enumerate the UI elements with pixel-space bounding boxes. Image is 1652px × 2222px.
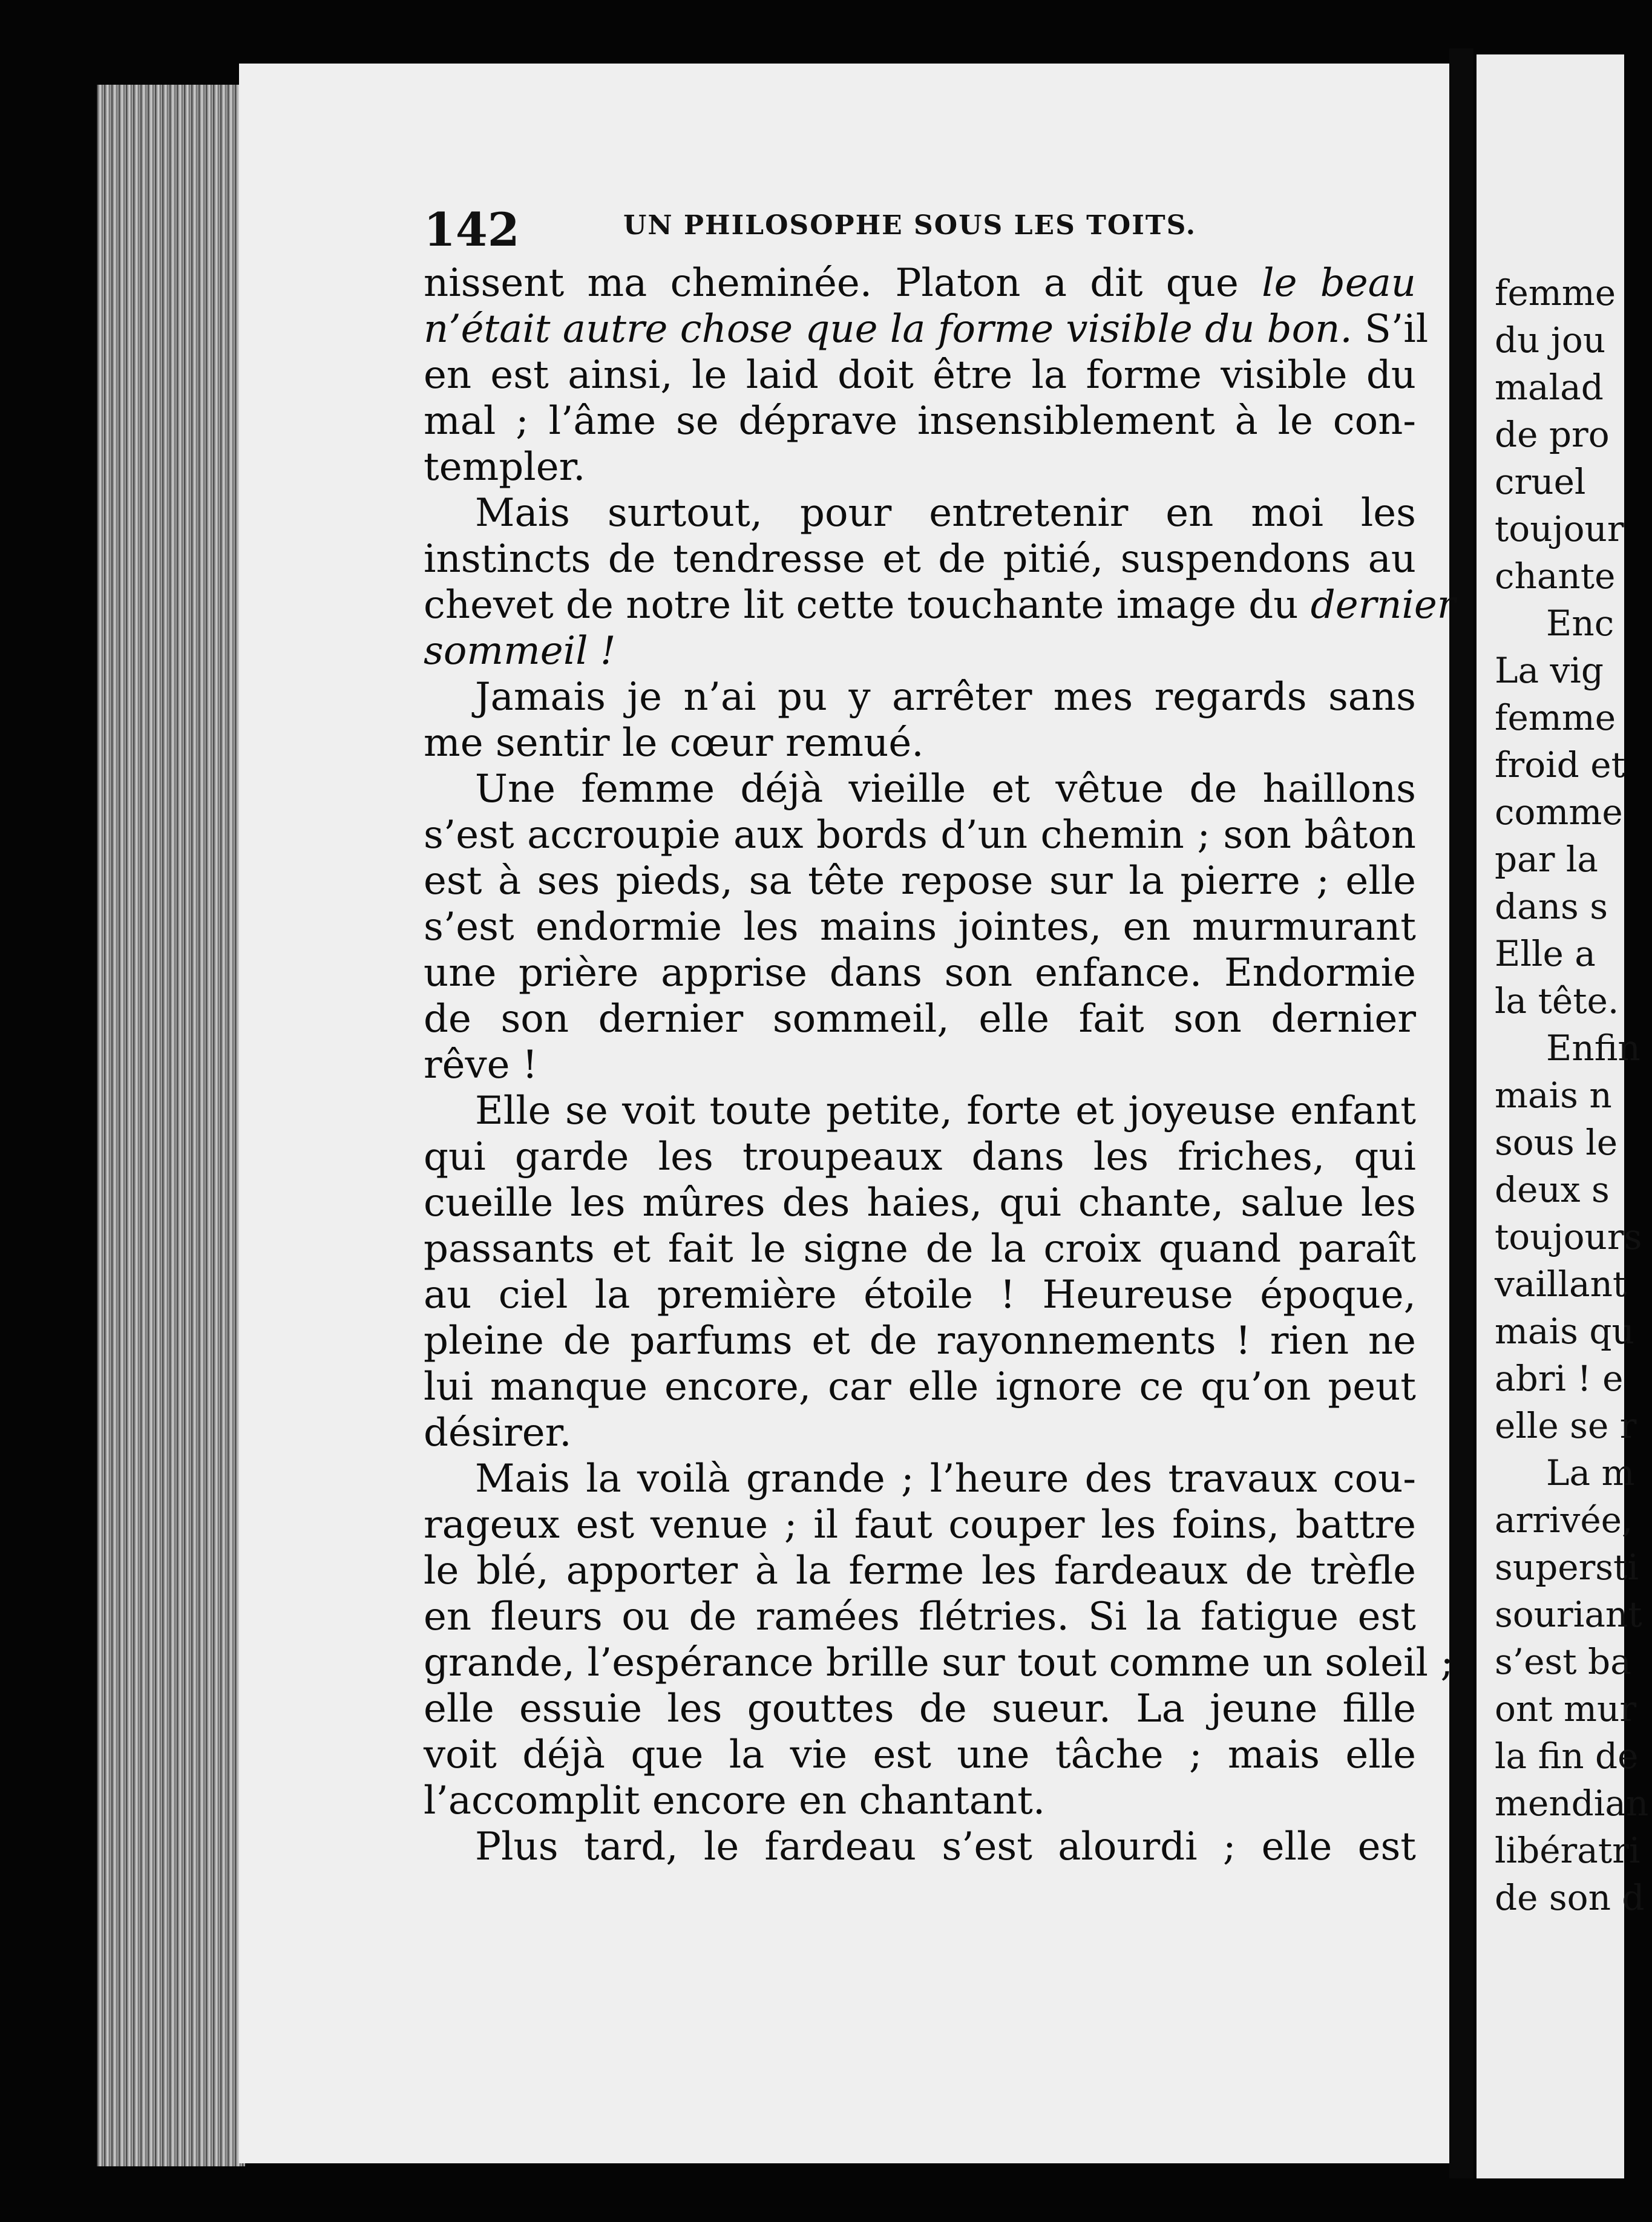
fragment-line: femme [1495, 272, 1616, 313]
left-page-text [424, 260, 1456, 1870]
text-line [424, 904, 1416, 950]
line-text: grande, l’espérance brille sur tout comme un soleil ; [424, 1640, 1454, 1685]
line-text: cueille les mûres des haies, qui chante, salue les [424, 1181, 1416, 1225]
fragment-line: La m [1546, 1452, 1635, 1493]
text-line [424, 1226, 1416, 1272]
line-text: de son dernier sommeil, elle fait son dernier [424, 997, 1416, 1041]
line-text: lui manque encore, car elle ignore ce qu’on peut [424, 1365, 1416, 1409]
fragment-line: froid et [1495, 744, 1625, 785]
fragment-line: Enfin [1546, 1027, 1641, 1069]
text-line [424, 1272, 1416, 1318]
fragment-line: de son d [1495, 1877, 1645, 1918]
line-text: est à ses pieds, sa tête repose sur la pierre ; elle [424, 859, 1416, 903]
text-line [424, 1594, 1416, 1640]
line-text: une prière apprise dans son enfance. Endormie [424, 951, 1416, 995]
line-text: pleine de parfums et de rayonnements ! rien ne [424, 1319, 1416, 1363]
text-line [424, 444, 1416, 490]
fragment-line: du jou [1495, 320, 1606, 361]
line-text: nissent ma cheminée. Platon a dit que [424, 261, 1262, 306]
line-text: chevet de notre lit cette touchante image du [424, 583, 1311, 628]
text-line [424, 260, 1416, 306]
line-text: s’est accroupie aux bords d’un chemin ; son bâton [424, 813, 1416, 857]
fragment-line: malad [1495, 367, 1604, 408]
text-line [424, 1088, 1416, 1134]
text-line [424, 306, 1429, 352]
running-title: UN PHILOSOPHE SOUS LES TOITS. [623, 210, 1197, 241]
line-text: Une femme déjà vieille et vêtue de haillons [475, 767, 1416, 811]
fragment-line: dans s [1495, 886, 1608, 927]
page-number: 142 [424, 203, 520, 257]
text-line [424, 1364, 1416, 1410]
line-text: instincts de tendresse et de pitié, suspendons au [424, 537, 1416, 582]
page-header [424, 203, 1222, 257]
text-line [424, 1778, 1416, 1824]
line-text: le blé, apporter à la ferme les fardeaux de trèfle [424, 1549, 1416, 1593]
text-line [424, 1042, 1416, 1088]
line-text: rêve ! [424, 1043, 538, 1087]
fragment-line: arrivée, [1495, 1499, 1633, 1541]
line-text: mal ; l’âme se déprave insensiblement à le con- [424, 399, 1416, 444]
fragment-line: mais qu [1495, 1311, 1634, 1352]
fragment-line: toujours [1495, 1216, 1642, 1257]
line-text: voit déjà que la vie est une tâche ; mais elle [424, 1732, 1416, 1777]
fragment-line: femme [1495, 697, 1616, 738]
fragment-line: toujour [1495, 508, 1624, 549]
fragment-line: cruel [1495, 461, 1586, 502]
text-line [424, 490, 1416, 536]
text-line [424, 1134, 1416, 1180]
fragment-line: la tête. [1495, 980, 1619, 1021]
fragment-line: la fin de [1495, 1735, 1639, 1777]
text-line [424, 628, 1416, 674]
line-text: Elle se voit toute petite, forte et joyeuse enfant [475, 1089, 1416, 1133]
text-line [424, 950, 1416, 996]
text-line [424, 1824, 1416, 1870]
text-line [424, 766, 1416, 812]
text-line [424, 398, 1416, 444]
italic-phrase: dernier [1310, 583, 1456, 628]
text-line [424, 812, 1416, 858]
line-text: passants et fait le signe de la croix quand paraît [424, 1227, 1416, 1271]
text-line [424, 1410, 1416, 1456]
fragment-line: ont mur [1495, 1688, 1637, 1729]
line-text: qui garde les troupeaux dans les friches, qui [424, 1135, 1416, 1179]
page-stack-edge [97, 85, 245, 2166]
fragment-line: Elle a [1495, 933, 1596, 974]
fragment-line: abri ! e [1495, 1358, 1624, 1399]
text-line [424, 1456, 1416, 1502]
italic-phrase: le beau [1262, 261, 1417, 306]
line-text: me sentir le cœur remué. [424, 721, 924, 765]
fragment-line: supersti [1495, 1547, 1639, 1588]
text-line [424, 1732, 1416, 1778]
line-text: en fleurs ou de ramées flétries. Si la fatigue est [424, 1594, 1416, 1639]
fragment-line: par la [1495, 839, 1598, 880]
line-text: s’est endormie les mains jointes, en murmurant [424, 905, 1416, 949]
line-text: Plus tard, le fardeau s’est alourdi ; elle est [475, 1824, 1416, 1869]
text-line [424, 674, 1416, 720]
fragment-line: mendian [1495, 1783, 1649, 1824]
text-line [424, 858, 1416, 904]
line-text: désirer. [424, 1411, 572, 1455]
italic-phrase: n’était autre chose que la forme visible du bon. [424, 307, 1352, 352]
line-text: templer. [424, 445, 586, 490]
text-line [424, 1640, 1454, 1686]
italic-phrase: sommeil ! [424, 629, 616, 673]
line-text: Mais surtout, pour entretenir en moi les [475, 491, 1416, 536]
right-page-text [1495, 269, 1652, 1921]
line-text: elle essuie les gouttes de sueur. La jeune fille [424, 1686, 1416, 1731]
fragment-line: vaillant [1495, 1263, 1627, 1305]
fragment-line: elle se r [1495, 1405, 1637, 1446]
fragment-line: de pro [1495, 414, 1610, 455]
text-line [424, 536, 1416, 582]
line-text: S’il [1352, 307, 1429, 352]
fragment-line: Enc [1546, 603, 1614, 644]
fragment-line: deux s [1495, 1169, 1610, 1210]
text-line [424, 1318, 1416, 1364]
text-line [424, 352, 1416, 398]
line-text: Mais la voilà grande ; l’heure des travaux cou- [475, 1457, 1416, 1501]
fragment-line: La vig [1495, 650, 1604, 691]
text-line [424, 1548, 1416, 1594]
fragment-line: sous le [1495, 1122, 1618, 1163]
line-text: rageux est venue ; il faut couper les foins, battre [424, 1503, 1416, 1547]
fragment-line: mais n [1495, 1075, 1612, 1116]
line-text: en est ainsi, le laid doit être la forme visible du [424, 353, 1416, 398]
text-line [424, 1180, 1416, 1226]
fragment-line: s’est ba [1495, 1641, 1631, 1682]
fragment-line: libératri [1495, 1830, 1641, 1871]
fragment-line: souriant [1495, 1594, 1642, 1635]
fragment-line: comme [1495, 791, 1623, 833]
fragment-line: chante [1495, 556, 1616, 597]
text-line [424, 1686, 1416, 1732]
line-text: Jamais je n’ai pu y arrêter mes regards sans [475, 675, 1416, 719]
text-line [424, 1502, 1416, 1548]
book-gutter [1449, 48, 1473, 2178]
text-line [424, 996, 1416, 1042]
text-line [424, 582, 1456, 628]
line-text: l’accomplit encore en chantant. [424, 1778, 1046, 1823]
text-line [424, 720, 1416, 766]
line-text: au ciel la première étoile ! Heureuse époque, [424, 1273, 1416, 1317]
